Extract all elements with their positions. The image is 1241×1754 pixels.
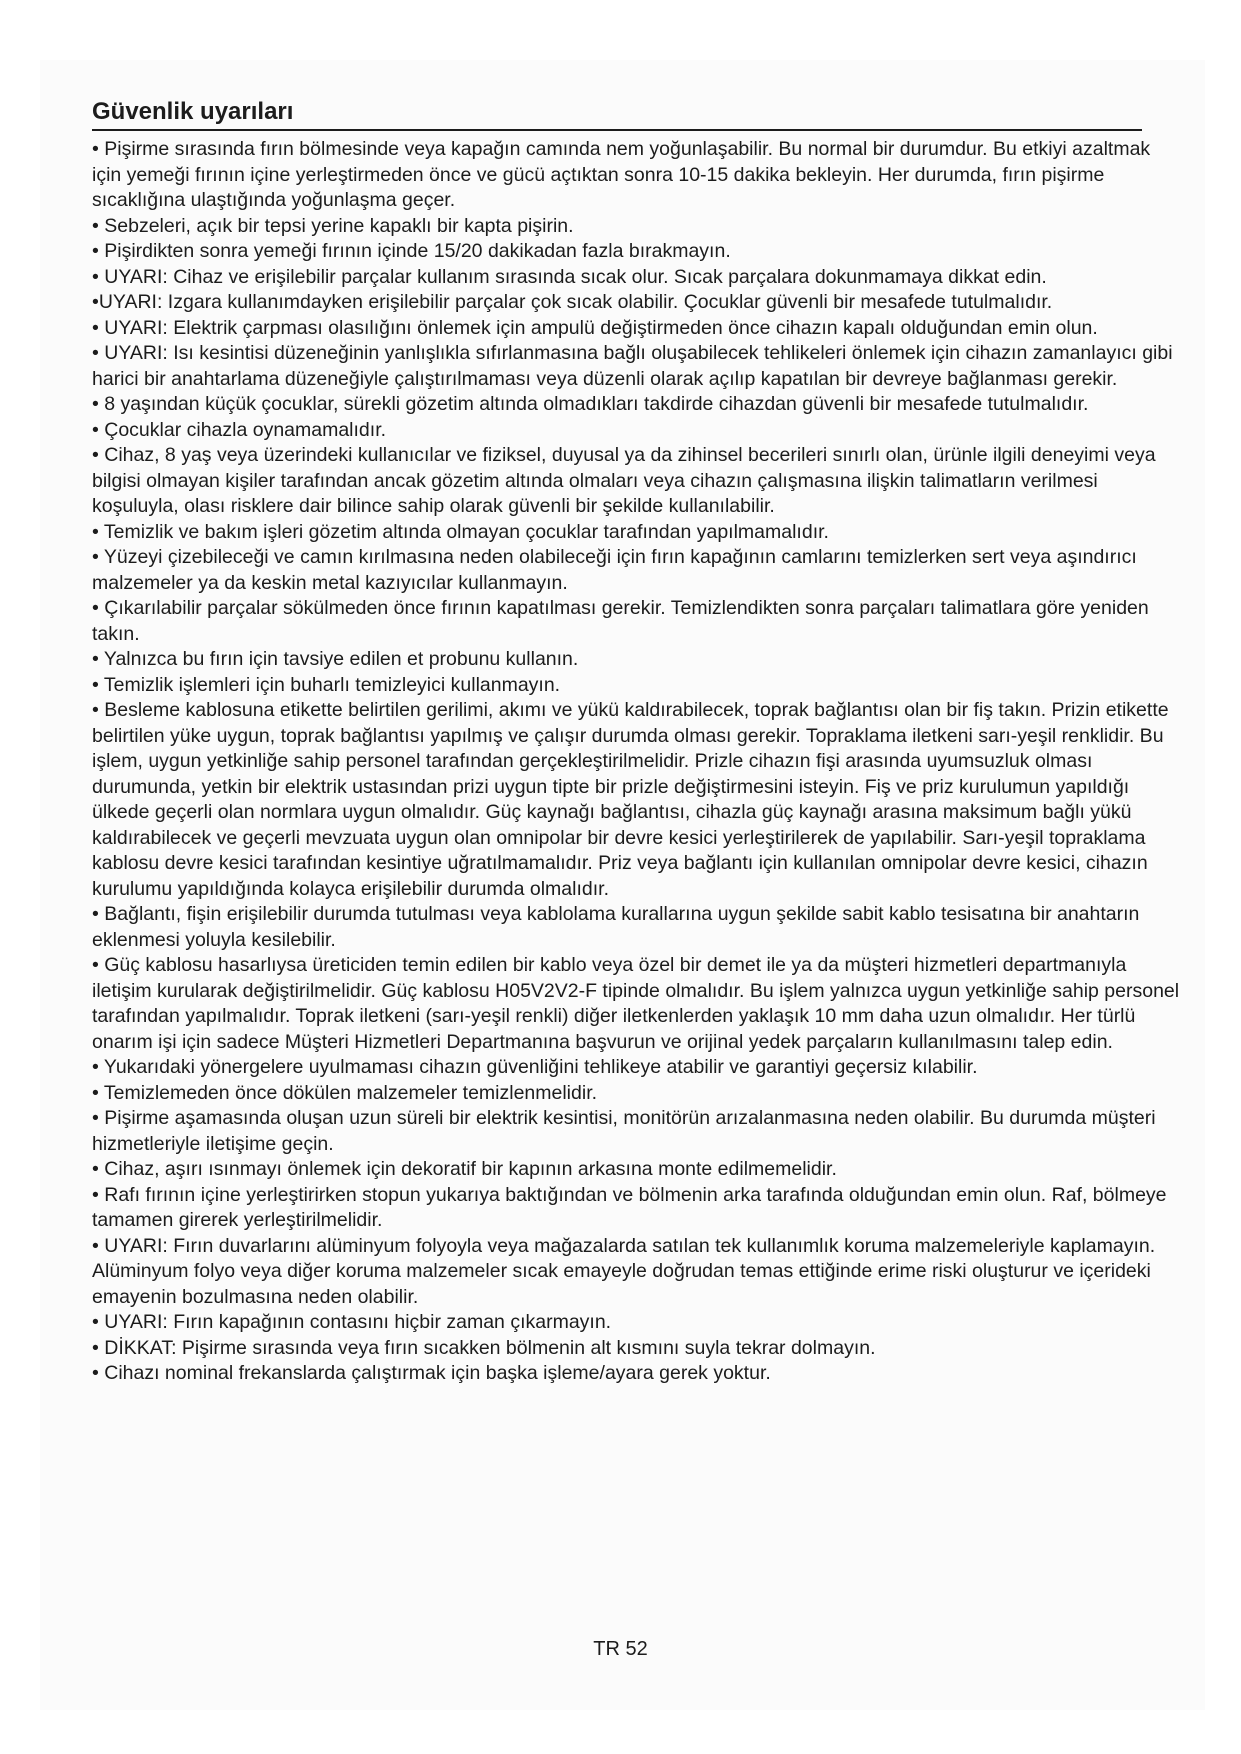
safety-warning-list — [92, 137, 1184, 1387]
warning-item: • Temizlemeden önce dökülen malzemeler temizlenmelidir. — [92, 1081, 598, 1104]
warning-item: • Yüzeyi çizebileceği ve camın kırılmasına neden olabileceği için fırın kapağının camlarını temizlerken sert veya aşındırıcı malzemeler ya da keskin metal kazıyıcılar kullanmayın. — [92, 546, 1137, 594]
warning-item: • UYARI: Isı kesintisi düzeneğinin yanlışlıkla sıfırlanmasına bağlı oluşabilecek tehlikeleri önlemek için cihazın zamanlayıcı gibi harici bir anahtarlama düzeneğiyle çalıştırılmaması veya düzenli olarak açılıp kapatılan bir devreye bağlanması gerekir. — [92, 342, 1173, 390]
warning-item: • UYARI: Cihaz ve erişilebilir parçalar kullanım sırasında sıcak olur. Sıcak parçalara dokunmamaya dikkat edin. — [92, 265, 1047, 288]
warning-item: • Cihazı nominal frekanslarda çalıştırmak için başka işleme/ayara gerek yoktur. — [92, 1362, 771, 1384]
warning-item: • Çıkarılabilir parçalar sökülmeden önce fırının kapatılması gerekir. Temizlendikten sonra parçaları talimatlara göre yeniden takın. — [92, 597, 1149, 645]
document-content — [92, 97, 1184, 1387]
warning-item: • Cihaz, aşırı ısınmayı önlemek için dekoratif bir kapının arkasına monte edilmemelidir. — [92, 1158, 837, 1180]
warning-item: • Yukarıdaki yönergelere uyulmaması cihazın güvenliğini tehlikeye atabilir ve garantiyi geçersiz kılabilir. — [92, 1056, 978, 1078]
warning-item: • Çocuklar cihazla oynamamalıdır. — [92, 418, 387, 441]
warning-item: • UYARI: Fırın duvarlarını alüminyum folyoyla veya mağazalarda satılan tek kullanımlık koruma malzemeleriyle kaplamayın. Alüminyum folyo veya diğer koruma malzemeler sıcak emayeyle doğrudan temas ettiğinde erime riski oluşturur ve içerideki emayenin bozulmasına neden olabilir. — [92, 1234, 1156, 1308]
warning-item: • Yalnızca bu fırın için tavsiye edilen et probunu kullanın. — [92, 648, 579, 670]
warning-item: • Pişirdikten sonra yemeği fırının içinde 15/20 dakikadan fazla bırakmayın. — [92, 240, 731, 262]
section-heading: Güvenlik uyarıları — [92, 97, 1142, 131]
warning-item: • Pişirme sırasında fırın bölmesinde veya kapağın camında nem yoğunlaşabilir. Bu normal bir durumdur. Bu etkiyi azaltmak için yemeği fırının içine yerleştirmeden önce ve gücü açtıktan sonra 10-15 dakika bekleyin. Her durumda, fırın pişirme sıcaklığına ulaştığında yoğunlaşma geçer. — [92, 138, 1151, 211]
warning-item: • UYARI: Fırın kapağının contasını hiçbir zaman çıkarmayın. — [92, 1311, 612, 1333]
warning-item: • DİKKAT: Pişirme sırasında veya fırın sıcakken bölmenin alt kısmını suyla tekrar dolmayın. — [92, 1336, 876, 1359]
warning-item: • Besleme kablosuna etikette belirtilen gerilimi, akımı ve yükü kaldırabilecek, toprak bağlantısı olan bir fiş takın. Prizin etikette belirtilen yüke uygun, toprak bağlantısı yapılmış ve çalışır durumda olması gerekir. Topraklama iletkeni sarı-yeşil renklidir. Bu işlem, uygun yetkinliğe sahip personel tarafından gerçekleştirilmelidir. Prizle cihazın fişi arasında uyumsuzluk olması durumunda, yetkin bir elektrik ustasından prizi uygun tipte bir prizle değiştirmesini isteyin. Fiş ve priz kurulumun yapıldığı ülkede geçerli olan normlara uygun olmalıdır. Güç kaynağı bağlantısı, cihazla güç kaynağı arasına maksimum bağlı yükü kaldırabilecek ve geçerli mevzuata uygun olan omnipolar bir devre kesici yerleştirilerek de yapılabilir. Sarı-yeşil topraklama kablosu devre kesici tarafından kesintiye uğratılmamalıdır. Priz veya bağlantı için kullanılan omnipolar devre kesici, cihazın kurulumu yapıldığında kolayca erişilebilir durumda olmalıdır. — [92, 699, 1169, 900]
warning-item: • Temizlik işlemleri için buharlı temizleyici kullanmayın. — [92, 673, 561, 696]
warning-item: •UYARI: Izgara kullanımdayken erişilebilir parçalar çok sıcak olabilir. Çocuklar güvenli bir mesafede tutulmalıdır. — [92, 291, 1053, 313]
warning-item: • Güç kablosu hasarlıysa üreticiden temin edilen bir kablo veya özel bir demet ile ya da müşteri hizmetleri departmanıyla iletişim kurularak değiştirilmelidir. Güç kablosu H05V2V2-F tipinde olmalıdır. Bu işlem yalnızca uygun yetkinliğe sahip personel tarafından yapılmalıdır. Toprak iletkeni (sarı-yeşil renkli) diğer iletkenlerden yaklaşık 10 mm daha uzun olmalıdır. Her türlü onarım işi için sadece Müşteri Hizmetleri Departmanına başvurun ve orijinal yedek parçaların kullanılmasını talep edin. — [92, 954, 1180, 1053]
warning-item: • UYARI: Elektrik çarpması olasılığını önlemek için ampulü değiştirmeden önce cihazın kapalı olduğundan emin olun. — [92, 316, 1098, 339]
warning-item: • Pişirme aşamasında oluşan uzun süreli bir elektrik kesintisi, monitörün arızalanmasına neden olabilir. Bu durumda müşteri hizmetleriyle iletişime geçin. — [92, 1107, 1156, 1155]
warning-item: • Rafı fırının içine yerleştirirken stopun yukarıya baktığından ve bölmenin arka tarafında olduğundan emin olun. Raf, bölmeye tamamen girerek yerleştirilmelidir. — [92, 1183, 1167, 1231]
warning-item: • Temizlik ve bakım işleri gözetim altında olmayan çocuklar tarafından yapılmamalıdır. — [92, 520, 829, 543]
warning-item: • Bağlantı, fişin erişilebilir durumda tutulması veya kablolama kurallarına uygun şekilde sabit kablo tesisatına bir anahtarın eklenmesi yoluyla kesilebilir. — [92, 903, 1140, 951]
warning-item: • Cihaz, 8 yaş veya üzerindeki kullanıcılar ve fiziksel, duyusal ya da zihinsel becerileri sınırlı olan, ürünle ilgili deneyimi veya bilgisi olmayan kişiler tarafından ancak gözetim altında olmaları veya cihazın çalışmasına ilişkin talimatların verilmesi koşuluyla, olası risklere dair bilince sahip olarak güvenli bir şekilde kullanılabilir. — [92, 444, 1156, 517]
page-number: TR 52 — [593, 1638, 648, 1660]
warning-item: • Sebzeleri, açık bir tepsi yerine kapaklı bir kapta pişirin. — [92, 214, 574, 237]
warning-item: • 8 yaşından küçük çocuklar, sürekli gözetim altında olmadıkları takdirde cihazdan güvenli bir mesafede tutulmalıdır. — [92, 393, 1089, 415]
